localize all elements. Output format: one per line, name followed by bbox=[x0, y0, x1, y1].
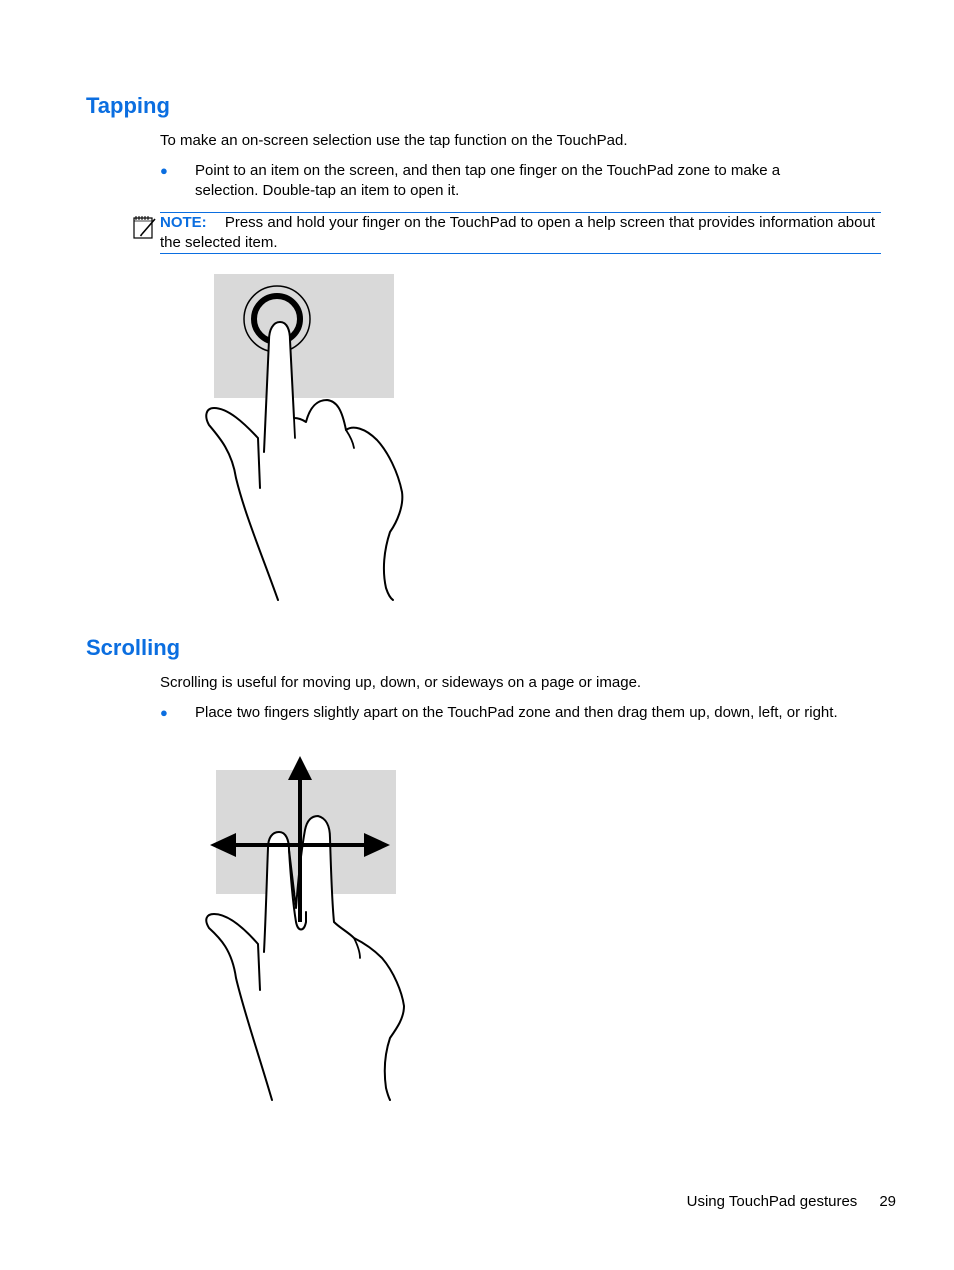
tapping-bullet-text: Point to an item on the screen, and then tap one finger on the TouchPad zone to make a selection. Double-tap an item to open it. bbox=[195, 162, 781, 199]
section-heading-tapping: Tapping bbox=[86, 93, 170, 118]
note-text: Press and hold your finger on the TouchPad to open a help screen that provides information about the selected item. bbox=[160, 214, 875, 251]
touchpad-zone bbox=[214, 274, 394, 398]
footer-section-title: Using TouchPad gestures bbox=[686, 1193, 858, 1210]
scrolling-intro-text: Scrolling is useful for moving up, down, or sideways on a page or image. bbox=[160, 674, 642, 691]
bullet-icon: ● bbox=[160, 163, 168, 178]
bullet-icon: ● bbox=[160, 705, 168, 720]
scrolling-bullet-text: Place two fingers slightly apart on the TouchPad zone and then drag them up, down, left, or right. bbox=[195, 704, 838, 721]
tapping-bullet-item bbox=[160, 161, 850, 203]
scroll-gesture-illustration bbox=[200, 752, 410, 1104]
note-label: NOTE: bbox=[160, 214, 207, 231]
page-footer bbox=[600, 1192, 896, 1212]
note-icon bbox=[132, 214, 158, 240]
page-number: 29 bbox=[879, 1193, 896, 1210]
tapping-intro-text: To make an on-screen selection use the tap function on the TouchPad. bbox=[160, 132, 628, 149]
tap-gesture-illustration bbox=[200, 270, 410, 606]
section-heading-scrolling: Scrolling bbox=[86, 635, 181, 660]
scrolling-bullet-item bbox=[160, 703, 850, 745]
note-box bbox=[160, 212, 881, 254]
